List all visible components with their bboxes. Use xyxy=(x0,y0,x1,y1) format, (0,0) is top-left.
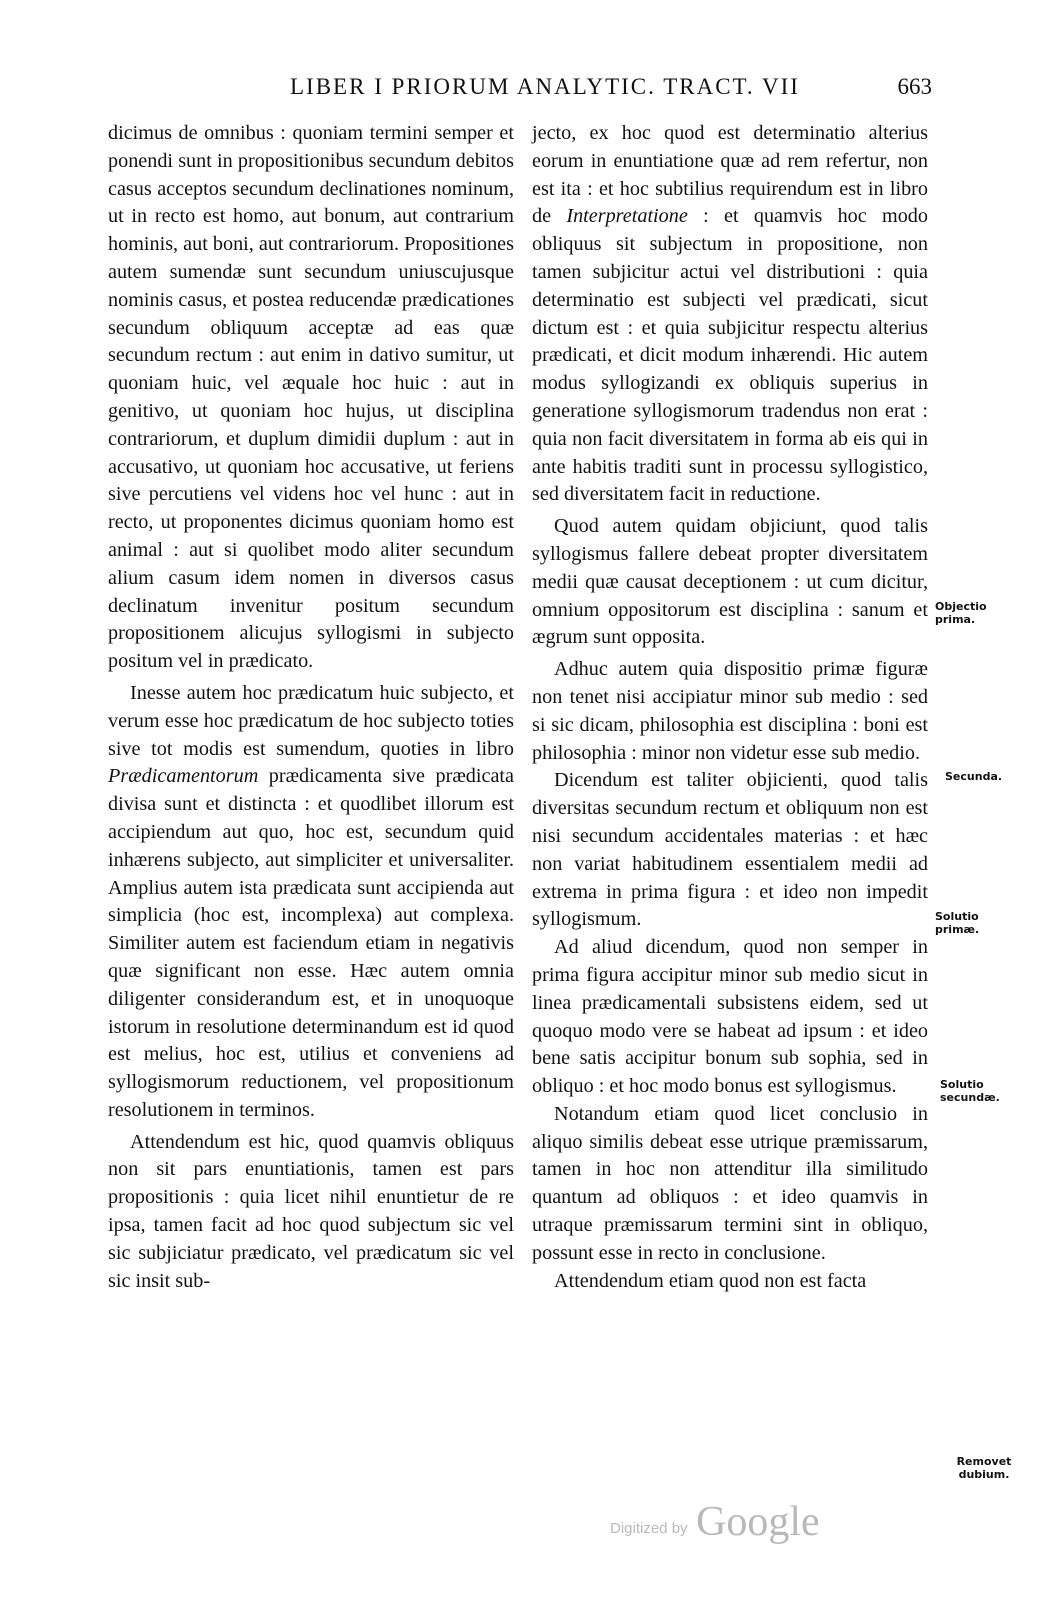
right-paragraph-6: Notandum etiam quod licet conclusio in aliquo similis debeat esse utrique præmissarum, tamen in hoc non attenditur illa similitudo quantum ad obliquos : et ideo quamvis in utraque præmissarum termini sint in obliquo, possunt esse in recto in conclusione. xyxy=(532,1102,928,1264)
book-title-praedicamentorum: Prædicamentorum xyxy=(108,765,259,788)
left-paragraph-2: Inesse autem hoc prædicatum huic subjecto, et verum esse hoc prædicatum de hoc subjecto toties sive tot modis est sumendum, quoties in libro Prædicamentorum prædicamenta sive prædicata divisa sunt et distincta : et quodlibet illorum est accipiendum aut quo, hoc est, secundum quid inhærens subjecto, aut simpliciter et universaliter. Amplius autem ista prædicata sunt accipienda aut simplicia (hoc est, incomplexa) aut complexa. Similiter autem est faciendum etiam in negativis quæ significant non esse. Hæc autem omnia diligenter considerandum est, et in unoquoque istorum in resolutione determinandum est id quod est melius, hoc est, utilius et conveniens ad syllogismorum reductionem, vel propositionum resolutionem in terminos. xyxy=(108,681,514,1121)
left-paragraph-1: dicimus de omnibus : quoniam termini semper et ponendi sunt in propositionibus secundum debitos casus acceptos secundum declinationes nominum, ut in recto est homo, aut bonum, aut contrarium hominis, aut boni, aut contrariorum. Propositiones autem sumendæ sunt secundum uniuscujusque nominis casus, et postea reducendæ prædicationes secundum obliquum acceptæ ad eas quæ secundum rectum : aut enim in dativo sumitur, ut quoniam huic, vel æquale hoc huic : aut in genitivo, ut quoniam hoc hujus, ut disciplina contrariorum, et duplum dimidii duplum : aut in accusativo, ut quoniam hoc accusative, ut feriens sive percutiens vel videns hoc vel hunc : aut in recto, ut proponentes dicimus quoniam homo est animal : aut si quolibet modo aliter secundum alium casum idem nomen in diversos casus declinatum invenitur positum secundum propositionem alicujus syllogismi in subjecto positum vel in prædicato. xyxy=(108,122,514,673)
left-paragraph-3: Attendendum est hic, quod quamvis obliquus non sit pars enuntiationis, tamen est pars propositionis : quia licet nihil enuntietur de re ipsa, tamen facit ad hoc quod subjectum sic vel sic subjiciatur prædicato, vel prædicatum sic vel sic insit sub- xyxy=(108,1130,514,1292)
page-number: 663 xyxy=(897,74,932,99)
digitized-watermark xyxy=(610,1498,910,1558)
right-paragraph-5: Ad aliud dicendum, quod non semper in prima figura accipitur minor sub medio sicut in linea prædicamentali subsistens eidem, sed ut quoquo modo vere se habeat ad ipsum : et ideo bene satis accipitur bonum sub sophia, sed in obliquo : et hoc modo bonus est syllogismus. xyxy=(532,936,928,1098)
watermark-digitized-by: Digitized by xyxy=(610,1520,688,1537)
google-logo: Google xyxy=(696,1499,820,1545)
running-header xyxy=(290,74,990,110)
right-paragraph-4: Dicendum est taliter objicienti, quod talis diversitas secundum rectum et obliquum non est nisi secundum accidentales materias : et hæc non variat habitudinem essentialem medii ad extrema in prima figura : et ideo non impedit syllogismum. xyxy=(532,769,928,931)
right-paragraph-7: Attendendum etiam quod non est facta xyxy=(554,1269,867,1292)
header-title: LIBER I PRIORUM ANALYTIC. TRACT. VII xyxy=(290,74,800,99)
margin-note-removet-dubium: Removet dubium. xyxy=(956,1455,1012,1481)
margin-note-secunda: Secunda. xyxy=(945,770,1003,783)
margin-note-objectio-prima: Objectio prima. xyxy=(935,600,987,626)
right-paragraph-1: jecto, ex hoc quod est determinatio alterius eorum in enuntiatione quæ ad rem refertur, non est ita : et hoc subtilius requirendum est in libro de Interpretatione : et quamvis hoc modo obliquus sit subjectum in propositione, non tamen subjicitur actui vel distributioni : quia determinatio est subjecti vel prædicati, sicut dictum est : et quia subjicitur respectu alterius prædicati, et dicit modum inhærendi. Hic autem modus syllogizandi ex obliquis superius in generatione syllogismorum tradendus non erat : quia non facit diversitatem in forma ab eis qui in ante habitis traditi sunt in processu syllogistico, sed diversitatem facit in reductione. xyxy=(532,122,928,506)
left-column xyxy=(108,120,514,1295)
margin-note-solutio-secundae: Solutio secundæ. xyxy=(940,1078,1000,1104)
margin-note-solutio-primae: Solutio primæ. xyxy=(935,910,980,936)
right-paragraph-2: Quod autem quidam objiciunt, quod talis syllogismus fallere debeat propter diversitatem medii quæ causat deceptionem : ut cum dicitur, omnium oppositorum est disciplina : sanum et ægrum sunt opposita. xyxy=(532,515,928,649)
book-title-interpretatione: Interpretatione xyxy=(566,205,688,228)
right-column xyxy=(532,120,928,1295)
right-paragraph-3: Adhuc autem quia dispositio primæ figuræ non tenet nisi accipiatur minor sub medio : sed si sic dicam, philosophia est disciplina : boni est philosophia : minor non videtur esse sub medio. xyxy=(532,658,928,764)
